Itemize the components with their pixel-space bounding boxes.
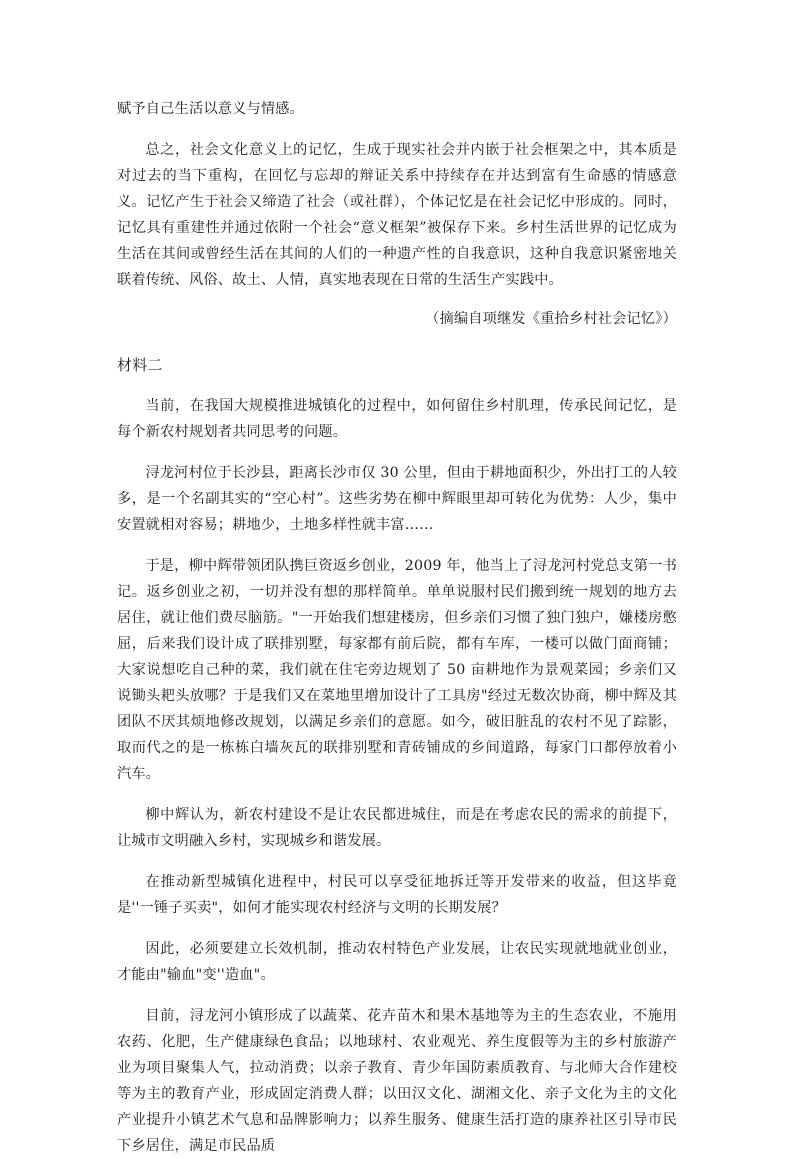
section-heading: 材料二 <box>117 356 163 374</box>
paragraph-summary: 总之，社会文化意义上的记忆，生成于现实社会并内嵌于社会框架之中，其本质是对过去的当下重构，在回忆与忘却的辩证关系中持续存在并达到富有生命感的情感意义。记忆产生于社会又缔造了社会（或社群），个体记忆是在社会记忆中形成的。同时，记忆具有重建性并通过依附一个社会“意义框架”被保存下来。乡村生活世界的记忆成为生活在其间或曾经生活在其间的人们的一种遗产性的自我意识，这种自我意识紧密地关联着传统、风俗、故土、人情，真实地表现在日常的生活生产实践中。 <box>117 142 677 288</box>
paragraph: 目前，浔龙河小镇形成了以蔬菜、花卉苗木和果木基地等为主的生态农业，不施用农药、化肥，生产健康绿色食品；以地球村、农业观光、养生度假等为主的乡村旅游产业为项目聚集人气，拉动消费；以亲子教育、青少年国防素质教育、与北师大合作建校等为主的教育产业，形成固定消费人群；以田汉文化、湖湘文化、亲子文化为主的文化产业提升小镇艺术气息和品牌影响力；以养生服务、健康生活打造的康养社区引导市民下乡居住，满足市民品质 <box>117 1008 677 1154</box>
paragraph-continuation: 赋予自己生活以意义与情感。 <box>117 101 305 117</box>
paragraph: 柳中辉认为，新农村建设不是让农民都进城住，而是在考虑农民的需求的前提下，让城市文明融入乡村，实现城乡和谐发展。 <box>117 807 677 849</box>
source-citation: （摘编自项继发《重拾乡村社会记忆》） <box>425 311 677 327</box>
paragraph: 于是，柳中辉带领团队携巨资返乡创业，2009 年，他当上了浔龙河村党总支第一书记。返乡创业之初，一切并没有想的那样简单。单单说服村民们搬到统一规划的地方去居住，就让他们费尽脑筋。"一开始我们想建楼房，但乡亲们习惯了独门独户，嫌楼房憋屈，后来我们设计成了联排别墅，每家都有前后院，都有车库，一楼可以做门面商铺；大家说想吃自己种的菜，我们就在住宅旁边规划了 50 亩耕地作为景观菜园；乡亲们又说锄头耙头放哪？于是我们又在菜地里增加设计了工具房"经过无数次协商，柳中辉及其团队不厌其烦地修改规划，以满足乡亲们的意愿。如今，破旧脏乱的农村不见了踪影，取而代之的是一栋栋白墙灰瓦的联排别墅和青砖铺成的乡间道路，每家门口都停放着小汽车。 <box>117 558 677 782</box>
paragraph: 当前，在我国大规模推进城镇化的过程中，如何留住乡村肌理，传承民间记忆，是每个新农村规划者共同思考的问题。 <box>117 398 677 440</box>
paragraph: 因此，必须要建立长效机制，推动农村特色产业发展，让农民实现就地就业创业，才能由"输血"变''造血"。 <box>117 941 677 983</box>
document-body <box>117 96 677 1159</box>
paragraph: 在推动新型城镇化进程中，村民可以享受征地拆迁等开发带来的收益，但这毕竟是''一锤子买卖"，如何才能实现农村经济与文明的长期发展？ <box>117 874 677 916</box>
paragraph: 浔龙河村位于长沙县，距离长沙市仅 30 公里，但由于耕地面积少，外出打工的人较多，是一个名副其实的“空心村”。这些劣势在柳中辉眼里却可转化为优势：人少，集中安置就相对容易；耕地少，土地多样性就丰富…… <box>117 465 677 533</box>
